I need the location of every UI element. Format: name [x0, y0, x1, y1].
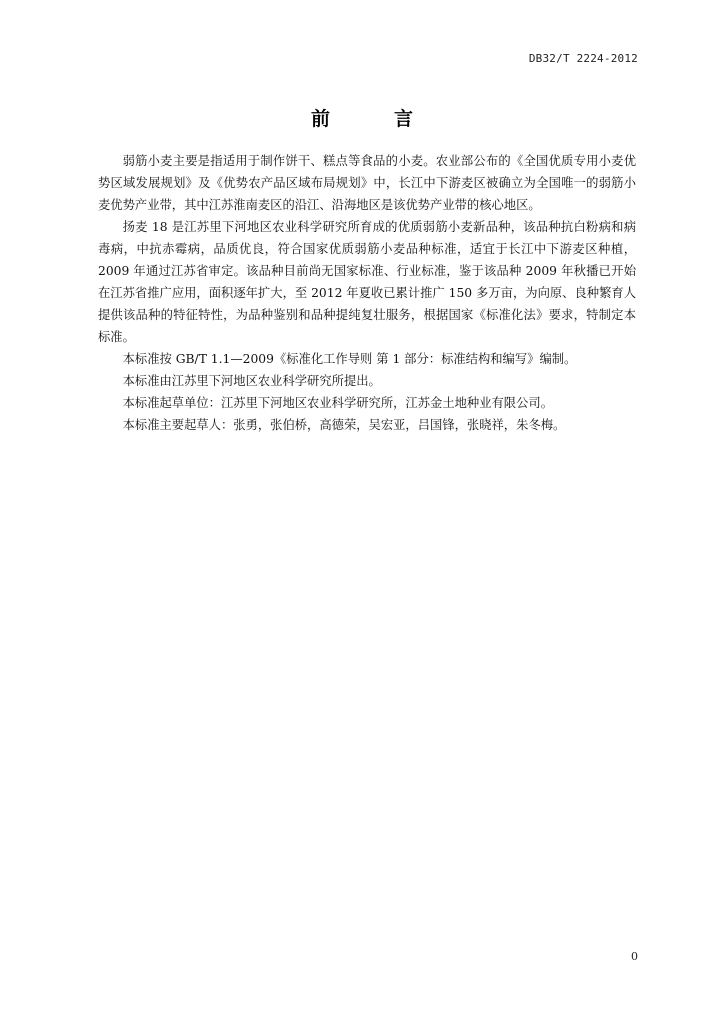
page-title: 前言: [310, 108, 477, 130]
paragraph-drafting-rule: 本标准按 GB/T 1.1—2009《标准化工作导则 第 1 部分：标准结构和编写》编制。: [122, 352, 577, 366]
standard-code: DB32/T 2224-2012: [528, 52, 638, 65]
page-number: 0: [631, 950, 638, 963]
paragraph-variety: 扬麦 18 是江苏里下河地区农业科学研究所育成的优质弱筋小麦新品种，该品种抗白粉病和病毒病，中抗赤霉病，品质优良，符合国家优质弱筋小麦品种标准，适宜于长江中下游麦区种植，2009 年通过江苏省审定。该品种目前尚无国家标准、行业标准，鉴于该品种 2009 年秋播已开始在江苏省推广应用，面积逐年扩大，至 2012 年夏收已累计推广 150 多万亩，为向原、良种繁育人提供该品种的特征特性，为品种鉴别和品种提纯复壮服务，根据国家《标准化法》要求，特制定本标准。: [98, 220, 636, 344]
paragraph-proposer: 本标准由江苏里下河地区农业科学研究所提出。: [122, 374, 381, 388]
paragraph-intro: 弱筋小麦主要是指适用于制作饼干、糕点等食品的小麦。农业部公布的《全国优质专用小麦优势区域发展规划》及《优势农产品区域布局规划》中，长江中下游麦区被确立为全国唯一的弱筋小麦优势产业带，其中江苏淮南麦区的沿江、沿海地区是该优势产业带的核心地区。: [98, 154, 636, 212]
paragraph-drafters: 本标准主要起草人：张勇，张伯桥，高德荣，吴宏亚，吕国锋，张晓祥，朱冬梅。: [122, 418, 566, 432]
foreword-body: [98, 150, 636, 436]
paragraph-drafting-units: 本标准起草单位：江苏里下河地区农业科学研究所，江苏金土地种业有限公司。: [122, 396, 553, 410]
